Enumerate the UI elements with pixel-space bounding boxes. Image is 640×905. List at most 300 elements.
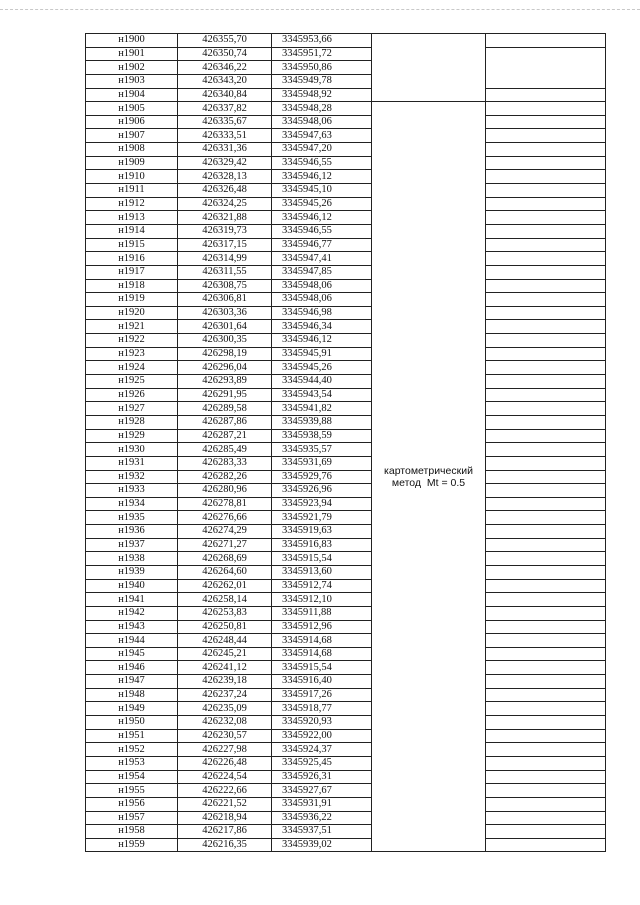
point-name-cell: н1948: [86, 688, 178, 702]
x-coordinate-cell: 426291,95: [178, 388, 272, 402]
x-coordinate-cell: 426355,70: [178, 34, 272, 48]
table-row: [86, 184, 606, 198]
notes-cell: [486, 811, 606, 825]
table-row: [86, 265, 606, 279]
table-row: [86, 252, 606, 266]
y-coordinate-value: 3345915,54: [282, 661, 332, 673]
x-coordinate-cell: 426335,67: [178, 115, 272, 129]
y-coordinate-value: 3345914,68: [282, 634, 332, 646]
y-coordinate-value: 3345917,26: [282, 689, 332, 701]
y-coordinate-cell: [272, 647, 372, 661]
notes-cell: [486, 115, 606, 129]
y-coordinate-cell: [272, 620, 372, 634]
y-coordinate-value: 3345945,26: [282, 361, 332, 373]
table-row: [86, 497, 606, 511]
y-coordinate-cell: [272, 184, 372, 198]
x-coordinate-cell: 426271,27: [178, 538, 272, 552]
y-coordinate-value: 3345949,78: [282, 75, 332, 87]
coordinates-table: [85, 33, 606, 852]
x-coordinate-cell: 426296,04: [178, 361, 272, 375]
point-name-cell: н1908: [86, 143, 178, 157]
notes-cell: [486, 647, 606, 661]
page-top-edge: [0, 9, 640, 12]
notes-cell: [486, 606, 606, 620]
x-coordinate-cell: 426333,51: [178, 129, 272, 143]
y-coordinate-value: 3345926,31: [282, 770, 332, 782]
table-row: [86, 456, 606, 470]
y-coordinate-value: 3345946,55: [282, 225, 332, 237]
y-coordinate-cell: [272, 265, 372, 279]
y-coordinate-value: 3345911,88: [282, 607, 332, 619]
x-coordinate-cell: 426329,42: [178, 156, 272, 170]
x-coordinate-cell: 426298,19: [178, 347, 272, 361]
point-name-cell: н1941: [86, 593, 178, 607]
notes-cell: [486, 429, 606, 443]
point-name-cell: н1939: [86, 565, 178, 579]
x-coordinate-cell: 426317,15: [178, 238, 272, 252]
y-coordinate-cell: [272, 606, 372, 620]
table-row: [86, 102, 606, 116]
table-row: [86, 647, 606, 661]
method-line-2: метод Mt = 0.5: [391, 476, 466, 489]
y-coordinate-value: 3345925,45: [282, 757, 332, 769]
notes-cell: [486, 402, 606, 416]
notes-cell: [486, 497, 606, 511]
y-coordinate-cell: [272, 525, 372, 539]
notes-cell: [486, 211, 606, 225]
table-row: [86, 443, 606, 457]
y-coordinate-value: 3345915,54: [282, 552, 332, 564]
table-row: [86, 334, 606, 348]
point-name-cell: н1920: [86, 306, 178, 320]
point-name-cell: н1958: [86, 825, 178, 839]
x-coordinate-cell: 426324,25: [178, 197, 272, 211]
y-coordinate-value: 3345948,92: [282, 88, 332, 100]
y-coordinate-cell: [272, 361, 372, 375]
point-name-cell: н1959: [86, 838, 178, 852]
x-coordinate-cell: 426285,49: [178, 443, 272, 457]
point-name-cell: н1937: [86, 538, 178, 552]
x-coordinate-cell: 426337,82: [178, 102, 272, 116]
notes-cell: [486, 361, 606, 375]
y-coordinate-value: 3345946,77: [282, 238, 332, 250]
y-coordinate-value: 3345914,68: [282, 648, 332, 660]
y-coordinate-value: 3345939,88: [282, 416, 332, 428]
method-line-1: картометрический: [384, 464, 473, 477]
x-coordinate-cell: 426328,13: [178, 170, 272, 184]
y-coordinate-cell: [272, 320, 372, 334]
x-coordinate-cell: 426343,20: [178, 74, 272, 88]
point-name-cell: н1947: [86, 675, 178, 689]
y-coordinate-value: 3345931,69: [282, 457, 332, 469]
x-coordinate-cell: 426230,57: [178, 729, 272, 743]
y-coordinate-value: 3345948,06: [282, 293, 332, 305]
point-name-cell: н1931: [86, 456, 178, 470]
notes-cell: [486, 88, 606, 102]
x-coordinate-cell: 426258,14: [178, 593, 272, 607]
x-coordinate-cell: 426300,35: [178, 334, 272, 348]
notes-cell: [486, 743, 606, 757]
y-coordinate-cell: [272, 115, 372, 129]
y-coordinate-cell: [272, 334, 372, 348]
table-row: [86, 565, 606, 579]
notes-cell: [486, 702, 606, 716]
table-row: [86, 729, 606, 743]
y-coordinate-value: 3345938,59: [282, 429, 332, 441]
x-coordinate-cell: 426289,58: [178, 402, 272, 416]
x-coordinate-cell: 426278,81: [178, 497, 272, 511]
y-coordinate-cell: [272, 825, 372, 839]
point-name-cell: н1957: [86, 811, 178, 825]
notes-cell: [486, 511, 606, 525]
point-name-cell: н1917: [86, 265, 178, 279]
y-coordinate-cell: [272, 211, 372, 225]
notes-cell: [486, 347, 606, 361]
x-coordinate-cell: 426314,99: [178, 252, 272, 266]
y-coordinate-value: 3345921,79: [282, 511, 332, 523]
point-name-cell: н1946: [86, 661, 178, 675]
table-row: [86, 320, 606, 334]
table-row: [86, 415, 606, 429]
y-coordinate-value: 3345931,91: [282, 798, 332, 810]
x-coordinate-cell: 426301,64: [178, 320, 272, 334]
notes-cell: [486, 593, 606, 607]
y-coordinate-cell: [272, 197, 372, 211]
table-row: [86, 688, 606, 702]
table-row: [86, 825, 606, 839]
y-coordinate-cell: [272, 238, 372, 252]
x-coordinate-cell: 426319,73: [178, 224, 272, 238]
point-name-cell: н1921: [86, 320, 178, 334]
x-coordinate-cell: 426248,44: [178, 634, 272, 648]
notes-cell: [486, 74, 606, 88]
table-row: [86, 797, 606, 811]
notes-cell: [486, 729, 606, 743]
table-row: [86, 61, 606, 75]
table-row: [86, 784, 606, 798]
y-coordinate-cell: [272, 511, 372, 525]
y-coordinate-value: 3345946,12: [282, 170, 332, 182]
table-row: [86, 593, 606, 607]
y-coordinate-value: 3345936,22: [282, 811, 332, 823]
notes-cell: [486, 756, 606, 770]
notes-cell: [486, 279, 606, 293]
point-name-cell: н1904: [86, 88, 178, 102]
point-name-cell: н1932: [86, 470, 178, 484]
y-coordinate-value: 3345912,10: [282, 593, 332, 605]
point-name-cell: н1929: [86, 429, 178, 443]
notes-cell: [486, 716, 606, 730]
y-coordinate-cell: [272, 729, 372, 743]
y-coordinate-cell: [272, 743, 372, 757]
y-coordinate-cell: [272, 347, 372, 361]
x-coordinate-cell: 426268,69: [178, 552, 272, 566]
point-name-cell: н1944: [86, 634, 178, 648]
table-row: [86, 170, 606, 184]
y-coordinate-value: 3345912,74: [282, 579, 332, 591]
y-coordinate-value: 3345947,63: [282, 129, 332, 141]
point-name-cell: н1925: [86, 375, 178, 389]
notes-cell: [486, 102, 606, 116]
notes-cell: [486, 797, 606, 811]
table-row: [86, 511, 606, 525]
table-row: [86, 661, 606, 675]
table-row: [86, 811, 606, 825]
notes-cell: [486, 538, 606, 552]
y-coordinate-cell: [272, 784, 372, 798]
table-row: [86, 74, 606, 88]
x-coordinate-cell: 426235,09: [178, 702, 272, 716]
y-coordinate-cell: [272, 88, 372, 102]
point-name-cell: н1952: [86, 743, 178, 757]
method-cell-top-empty: [372, 34, 486, 102]
point-name-cell: н1907: [86, 129, 178, 143]
y-coordinate-value: 3345947,41: [282, 252, 332, 264]
y-coordinate-value: 3345939,02: [282, 839, 332, 851]
x-coordinate-cell: 426287,86: [178, 415, 272, 429]
notes-cell: [486, 552, 606, 566]
x-coordinate-cell: 426331,36: [178, 143, 272, 157]
x-coordinate-cell: 426350,74: [178, 47, 272, 61]
x-coordinate-cell: 426346,22: [178, 61, 272, 75]
y-coordinate-value: 3345947,85: [282, 266, 332, 278]
y-coordinate-value: 3345926,96: [282, 484, 332, 496]
point-name-cell: н1955: [86, 784, 178, 798]
method-cell: [372, 102, 486, 852]
y-coordinate-value: 3345947,20: [282, 143, 332, 155]
notes-cell: [486, 170, 606, 184]
point-name-cell: н1912: [86, 197, 178, 211]
y-coordinate-cell: [272, 375, 372, 389]
y-coordinate-value: 3345913,60: [282, 566, 332, 578]
point-name-cell: н1915: [86, 238, 178, 252]
y-coordinate-cell: [272, 552, 372, 566]
notes-cell: [486, 443, 606, 457]
x-coordinate-cell: 426340,84: [178, 88, 272, 102]
y-coordinate-cell: [272, 470, 372, 484]
notes-cell: [486, 415, 606, 429]
y-coordinate-cell: [272, 102, 372, 116]
y-coordinate-value: 3345945,10: [282, 184, 332, 196]
point-name-cell: н1927: [86, 402, 178, 416]
point-name-cell: н1942: [86, 606, 178, 620]
y-coordinate-cell: [272, 388, 372, 402]
table-row: [86, 470, 606, 484]
x-coordinate-cell: 426282,26: [178, 470, 272, 484]
y-coordinate-cell: [272, 443, 372, 457]
y-coordinate-cell: [272, 402, 372, 416]
x-coordinate-cell: 426264,60: [178, 565, 272, 579]
x-coordinate-cell: 426227,98: [178, 743, 272, 757]
x-coordinate-cell: 426293,89: [178, 375, 272, 389]
notes-cell: [486, 784, 606, 798]
y-coordinate-value: 3345944,40: [282, 375, 332, 387]
point-name-cell: н1924: [86, 361, 178, 375]
y-coordinate-value: 3345945,26: [282, 198, 332, 209]
table-row: [86, 156, 606, 170]
y-coordinate-value: 3345929,76: [282, 470, 332, 482]
table-row: [86, 770, 606, 784]
table-row: [86, 238, 606, 252]
notes-cell: [486, 388, 606, 402]
y-coordinate-cell: [272, 634, 372, 648]
notes-cell: [486, 456, 606, 470]
coordinates-table-body: [86, 34, 606, 852]
y-coordinate-value: 3345951,72: [282, 47, 332, 59]
x-coordinate-cell: 426224,54: [178, 770, 272, 784]
notes-cell: [486, 47, 606, 61]
y-coordinate-value: 3345946,12: [282, 211, 332, 223]
y-coordinate-cell: [272, 565, 372, 579]
x-coordinate-cell: 426250,81: [178, 620, 272, 634]
y-coordinate-value: 3345924,37: [282, 743, 332, 755]
y-coordinate-cell: [272, 811, 372, 825]
x-coordinate-cell: 426232,08: [178, 716, 272, 730]
table-row: [86, 129, 606, 143]
point-name-cell: н1954: [86, 770, 178, 784]
point-name-cell: н1911: [86, 184, 178, 198]
table-row: [86, 211, 606, 225]
notes-cell: [486, 61, 606, 75]
point-name-cell: н1928: [86, 415, 178, 429]
y-coordinate-cell: [272, 797, 372, 811]
table-row: [86, 702, 606, 716]
notes-cell: [486, 265, 606, 279]
y-coordinate-cell: [272, 688, 372, 702]
table-row: [86, 306, 606, 320]
point-name-cell: н1935: [86, 511, 178, 525]
y-coordinate-value: 3345953,66: [282, 34, 332, 46]
table-row: [86, 402, 606, 416]
notes-cell: [486, 143, 606, 157]
x-coordinate-cell: 426311,55: [178, 265, 272, 279]
table-row: [86, 47, 606, 61]
point-name-cell: н1933: [86, 484, 178, 498]
table-row: [86, 525, 606, 539]
y-coordinate-cell: [272, 156, 372, 170]
x-coordinate-cell: 426303,36: [178, 306, 272, 320]
notes-cell: [486, 34, 606, 48]
y-coordinate-cell: [272, 756, 372, 770]
x-coordinate-cell: 426218,94: [178, 811, 272, 825]
notes-cell: [486, 156, 606, 170]
table-row: [86, 538, 606, 552]
y-coordinate-value: 3345948,06: [282, 279, 332, 291]
point-name-cell: н1916: [86, 252, 178, 266]
y-coordinate-value: 3345920,93: [282, 716, 332, 728]
x-coordinate-cell: 426253,83: [178, 606, 272, 620]
y-coordinate-cell: [272, 61, 372, 75]
point-name-cell: н1943: [86, 620, 178, 634]
point-name-cell: н1906: [86, 115, 178, 129]
x-coordinate-cell: 426308,75: [178, 279, 272, 293]
point-name-cell: н1922: [86, 334, 178, 348]
x-coordinate-cell: 426239,18: [178, 675, 272, 689]
y-coordinate-value: 3345927,67: [282, 784, 332, 796]
table-row: [86, 743, 606, 757]
table-row: [86, 484, 606, 498]
notes-cell: [486, 579, 606, 593]
point-name-cell: н1936: [86, 525, 178, 539]
table-row: [86, 388, 606, 402]
table-row: [86, 675, 606, 689]
y-coordinate-value: 3345919,63: [282, 525, 332, 537]
notes-cell: [486, 620, 606, 634]
y-coordinate-cell: [272, 484, 372, 498]
table-row: [86, 579, 606, 593]
point-name-cell: н1926: [86, 388, 178, 402]
y-coordinate-value: 3345918,77: [282, 702, 332, 714]
y-coordinate-cell: [272, 252, 372, 266]
notes-cell: [486, 565, 606, 579]
notes-cell: [486, 197, 606, 211]
notes-cell: [486, 838, 606, 852]
y-coordinate-cell: [272, 770, 372, 784]
notes-cell: [486, 129, 606, 143]
notes-cell: [486, 484, 606, 498]
y-coordinate-value: 3345948,06: [282, 116, 332, 128]
y-coordinate-cell: [272, 143, 372, 157]
table-row: [86, 375, 606, 389]
y-coordinate-value: 3345923,94: [282, 498, 332, 510]
y-coordinate-value: 3345945,91: [282, 348, 332, 360]
y-coordinate-cell: [272, 34, 372, 48]
point-name-cell: н1938: [86, 552, 178, 566]
point-name-cell: н1918: [86, 279, 178, 293]
notes-cell: [486, 525, 606, 539]
point-name-cell: н1901: [86, 47, 178, 61]
y-coordinate-cell: [272, 579, 372, 593]
y-coordinate-cell: [272, 593, 372, 607]
x-coordinate-cell: 426221,52: [178, 797, 272, 811]
table-row: [86, 279, 606, 293]
x-coordinate-cell: 426326,48: [178, 184, 272, 198]
y-coordinate-cell: [272, 306, 372, 320]
y-coordinate-cell: [272, 456, 372, 470]
y-coordinate-value: 3345912,96: [282, 620, 332, 632]
y-coordinate-cell: [272, 170, 372, 184]
point-name-cell: н1919: [86, 293, 178, 307]
point-name-cell: н1905: [86, 102, 178, 116]
point-name-cell: н1913: [86, 211, 178, 225]
point-name-cell: н1910: [86, 170, 178, 184]
y-coordinate-cell: [272, 716, 372, 730]
y-coordinate-value: 3345916,40: [282, 675, 332, 687]
y-coordinate-cell: [272, 47, 372, 61]
notes-cell: [486, 306, 606, 320]
y-coordinate-value: 3345922,00: [282, 729, 332, 741]
y-coordinate-value: 3345946,98: [282, 307, 332, 319]
notes-cell: [486, 661, 606, 675]
y-coordinate-cell: [272, 415, 372, 429]
y-coordinate-cell: [272, 74, 372, 88]
y-coordinate-cell: [272, 279, 372, 293]
notes-cell: [486, 252, 606, 266]
point-name-cell: н1900: [86, 34, 178, 48]
y-coordinate-cell: [272, 675, 372, 689]
y-coordinate-value: 3345941,82: [282, 402, 332, 414]
table-row: [86, 429, 606, 443]
table-row: [86, 756, 606, 770]
point-name-cell: н1903: [86, 74, 178, 88]
notes-cell: [486, 634, 606, 648]
y-coordinate-value: 3345943,54: [282, 388, 332, 400]
notes-cell: [486, 470, 606, 484]
table-row: [86, 606, 606, 620]
table-row: [86, 361, 606, 375]
x-coordinate-cell: 426222,66: [178, 784, 272, 798]
y-coordinate-value: 3345916,83: [282, 539, 332, 551]
